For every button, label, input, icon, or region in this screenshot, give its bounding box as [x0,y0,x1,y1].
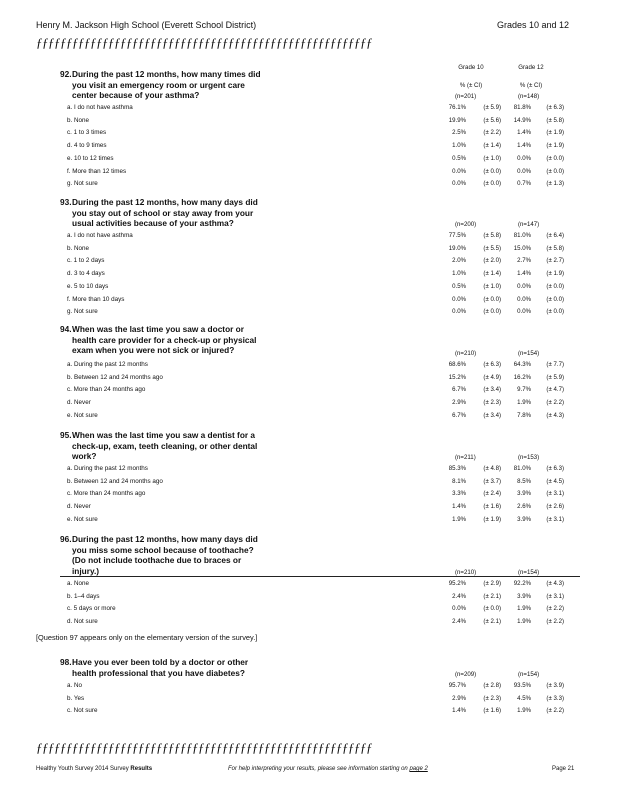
header-right: Grades 10 and 12 [497,20,570,30]
grade-10-ci: (± 4.9) [483,373,501,381]
grade-12-ci: (± 4.5) [546,477,564,485]
grade-12-ci: (± 3.1) [546,592,564,600]
grade-10-ci: (± 2.3) [483,399,501,407]
answer-option-label: f. More than 10 days [67,295,125,303]
question-text-line: injury.) [72,565,100,576]
answer-option-label: b. Yes [67,694,85,702]
grade-10-percent: 2.0% [452,257,466,265]
grade-12-percent: 0.0% [517,154,531,162]
question-number: 94. [60,324,72,334]
grade-12-percent: 8.5% [517,477,531,485]
grade-10-percent: 1.0% [452,270,466,278]
question-number: 95. [60,430,72,440]
grade-12-percent: 7.8% [517,411,531,419]
sample-size-grade-10: (n=200) [455,221,477,228]
grade-10-percent: 3.3% [452,490,466,498]
answer-option-label: c. 5 days or more [67,605,116,613]
grade-12-percent: 1.4% [517,270,531,278]
question-number: 98. [60,657,72,667]
header-left: Henry M. Jackson High School (Everett School District) [36,20,257,30]
grade-10-ci: (± 2.9) [483,580,501,587]
grade-10-ci: (± 0.0) [483,605,501,613]
grade-10-percent: 15.2% [448,373,466,381]
answer-option-label: a. I do not have asthma [67,232,133,239]
grade-12-percent: 81.0% [513,465,531,472]
grade-10-percent: 0.0% [452,605,466,613]
question-92-title [60,69,360,101]
grade-12-percent: 1.4% [517,129,531,137]
grade-12-ci: (± 2.2) [546,618,564,626]
answer-option-label: a. During the past 12 months [67,361,148,368]
grade-10-percent: 0.5% [452,154,466,162]
question-text-line: you stay out of school or stay away from your [72,207,254,218]
grade-12-percent: 92.2% [513,580,531,587]
grade-12-ci: (± 4.3) [546,411,564,419]
answer-option-label: a. No [67,682,83,689]
column-header-grade-12: Grade 12 [518,64,544,71]
grade-12-ci: (± 1.9) [546,129,564,137]
grade-10-ci: (± 2.1) [483,592,501,600]
grade-10-ci: (± 2.0) [483,257,501,265]
grade-10-percent: 8.1% [452,477,466,485]
grade-12-percent: 0.0% [517,295,531,303]
question-97-note: [Question 97 appears only on the elementary version of the survey.] [36,633,258,642]
question-text-line: When was the last time you saw a dentist for a [72,430,256,440]
column-pct-grade-10: % (± CI) [459,82,483,89]
grade-10-percent: 1.4% [452,707,466,715]
sample-size-grade-10: (n=209) [455,671,477,678]
sample-size-grade-12: (n=154) [518,671,540,678]
grade-12-percent: 93.5% [513,682,531,689]
grade-10-ci: (± 2.4) [483,490,501,498]
answer-option-label: d. Never [67,503,91,511]
grade-10-ci: (± 1.4) [483,270,501,278]
answer-option-label: d. 3 to 4 days [67,270,105,278]
grade-10-ci: (± 5.8) [483,232,501,239]
grade-12-ci: (± 2.6) [546,503,564,511]
footer-survey [36,766,152,772]
grade-10-percent: 1.9% [452,515,466,523]
grade-10-percent: 0.0% [452,308,466,316]
grade-12-ci: (± 7.7) [546,361,564,368]
separator-top: ƒƒƒƒƒƒƒƒƒƒƒƒƒƒƒƒƒƒƒƒƒƒƒƒƒƒƒƒƒƒƒƒƒƒƒƒƒƒƒƒƒƒƒƒƒƒƒƒƒƒƒƒƒƒƒƒ [36,35,372,50]
question-95-title [60,430,360,462]
question-text-line: During the past 12 months, how many times did [72,69,261,79]
grade-10-ci: (± 1.6) [483,503,501,511]
answer-option-label: b. None [67,244,90,252]
question-98-title [60,657,360,678]
sample-size-grade-12: (n=147) [518,221,540,228]
sample-size-grade-12: (n=148) [518,93,540,100]
grade-12-ci: (± 2.2) [546,707,564,715]
grade-12-ci: (± 3.9) [546,682,564,689]
answer-option-label: d. Never [67,399,91,407]
answer-option-label: c. Not sure [67,707,98,715]
sample-size-grade-10: (n=201) [455,93,477,100]
grade-12-ci: (± 6.4) [546,232,564,239]
question-text-line: Have you ever been told by a doctor or other [72,657,249,667]
question-text-line: During the past 12 months, how many days did [72,197,258,207]
grade-12-ci: (± 0.0) [546,295,564,303]
grade-10-ci: (± 0.0) [483,308,501,316]
grade-12-percent: 3.9% [517,592,531,600]
grade-12-ci: (± 2.7) [546,257,564,265]
grade-10-ci: (± 0.0) [483,167,501,175]
answer-option-label: b. 1–4 days [67,592,100,600]
sample-size-grade-12: (n=153) [518,454,540,461]
grade-12-percent: 0.7% [517,180,531,188]
grade-10-percent: 0.0% [452,180,466,188]
grade-10-percent: 2.4% [452,592,466,600]
grade-10-ci: (± 3.4) [483,386,501,394]
grade-12-percent: 0.0% [517,308,531,316]
grade-10-percent: 0.0% [452,167,466,175]
grade-10-percent: 6.7% [452,411,466,419]
grade-10-percent: 2.5% [452,129,466,137]
grade-12-percent: 14.9% [513,116,531,124]
answer-option-label: e. Not sure [67,515,98,523]
grade-10-ci: (± 5.9) [483,104,501,111]
answer-option-label: c. 1 to 3 times [67,129,107,137]
grade-12-percent: 3.9% [517,515,531,523]
sample-size-grade-10: (n=211) [455,454,476,461]
question-text-line: center because of your asthma? [72,90,200,100]
question-96-title [60,534,360,576]
grade-10-percent: 95.7% [448,682,466,689]
grade-12-percent: 2.6% [517,503,531,511]
sample-size-grade-10: (n=210) [455,350,477,357]
grade-12-percent: 9.7% [517,386,531,394]
grade-10-percent: 6.7% [452,386,466,394]
grade-12-percent: 4.5% [517,694,531,702]
grade-12-percent: 0.0% [517,167,531,175]
question-93-title [60,197,360,229]
answer-option-label: b. Between 12 and 24 months ago [67,477,163,485]
grade-12-ci: (± 6.3) [546,465,564,472]
sample-size-grade-12: (n=154) [518,350,540,357]
grade-12-percent: 1.9% [517,618,531,626]
grade-10-percent: 76.1% [448,104,466,111]
grade-12-percent: 0.0% [517,282,531,290]
grade-10-ci: (± 3.4) [483,411,501,419]
grade-12-percent: 15.0% [513,244,531,252]
question-94-title [60,324,360,356]
question-text-line: exam when you were not sick or injured? [72,345,235,355]
grade-10-percent: 68.6% [448,361,466,368]
grade-12-percent: 81.8% [513,104,531,111]
answer-option-label: e. 5 to 10 days [67,282,109,290]
footer-help [228,766,428,772]
grade-12-ci: (± 1.9) [546,270,564,278]
table-rule [60,576,580,577]
footer-help-text: For help interpreting your results, please see information starting on [228,766,408,772]
column-pct-grade-12: % (± CI) [519,82,543,89]
grade-12-ci: (± 6.3) [546,104,564,111]
grade-12-percent: 81.0% [513,232,531,239]
grade-12-ci: (± 5.9) [546,373,564,381]
grade-10-ci: (± 1.6) [483,707,501,715]
answer-option-label: d. Not sure [67,618,98,626]
grade-12-ci: (± 4.3) [546,580,564,587]
answer-option-label: b. Between 12 and 24 months ago [67,373,163,381]
grade-10-ci: (± 0.0) [483,295,501,303]
grade-12-percent: 64.3% [513,361,531,368]
grade-12-ci: (± 2.2) [546,399,564,407]
grade-10-ci: (± 1.9) [483,515,501,523]
question-text-line: health care provider for a check-up or physical [72,334,257,345]
column-header-grade-10: Grade 10 [458,64,484,71]
grade-10-percent: 1.4% [452,503,466,511]
grade-12-ci: (± 5.8) [546,244,564,252]
grade-12-ci: (± 3.3) [546,694,564,702]
grade-10-ci: (± 2.2) [483,129,501,137]
question-text-line: health professional that you have diabetes? [72,667,245,678]
grade-10-ci: (± 6.3) [483,361,501,368]
answer-option-label: e. Not sure [67,411,98,419]
grade-12-percent: 1.9% [517,707,531,715]
answer-option-label: g. Not sure [67,308,98,316]
answer-option-label: c. More than 24 months ago [67,386,146,394]
grade-10-ci: (± 2.1) [483,618,501,626]
answer-option-label: g. Not sure [67,180,98,188]
grade-12-percent: 3.9% [517,490,531,498]
answer-option-label: f. More than 12 times [67,167,127,175]
grade-10-percent: 1.0% [452,142,466,150]
question-text-line: usual activities because of your asthma? [72,218,234,228]
question-number: 92. [60,69,72,79]
separator-bottom: ƒƒƒƒƒƒƒƒƒƒƒƒƒƒƒƒƒƒƒƒƒƒƒƒƒƒƒƒƒƒƒƒƒƒƒƒƒƒƒƒƒƒƒƒƒƒƒƒƒƒƒƒƒƒƒƒ [36,740,372,755]
grade-10-percent: 2.9% [452,694,466,702]
grade-10-ci: (± 2.3) [483,694,501,702]
question-text-line: check-up, exam, teeth cleaning, or other dental [72,440,258,451]
grade-10-percent: 19.9% [448,116,466,124]
sample-size-grade-10: (n=210) [455,569,477,576]
question-number: 93. [60,197,72,207]
grade-12-ci: (± 0.0) [546,282,564,290]
grade-10-percent: 95.2% [448,580,466,587]
grade-12-percent: 1.9% [517,605,531,613]
footer-page-link[interactable]: page 2 [409,766,428,772]
grade-10-ci: (± 5.5) [483,244,501,252]
grade-12-percent: 2.7% [517,257,531,265]
grade-10-percent: 2.4% [452,618,466,626]
grade-12-percent: 1.4% [517,142,531,150]
grade-12-ci: (± 4.7) [546,386,564,394]
question-text-line: (Do not include toothache due to braces or [72,555,242,565]
grade-10-ci: (± 1.0) [483,154,501,162]
answer-option-label: e. 10 to 12 times [67,154,114,162]
answer-option-label: a. I do not have asthma [67,104,133,111]
sample-size-grade-12: (n=154) [518,569,540,576]
grade-10-percent: 77.5% [448,232,466,239]
footer-results: Results [130,766,153,772]
grade-12-ci: (± 1.3) [546,180,564,188]
answer-option-label: a. During the past 12 months [67,465,148,472]
grade-12-ci: (± 0.0) [546,154,564,162]
footer-survey-name: Healthy Youth Survey 2014 Survey [36,766,129,772]
question-text-line: you miss some school because of toothache? [72,544,254,555]
grade-10-ci: (± 5.6) [483,116,501,124]
question-number: 96. [60,534,72,544]
grade-12-percent: 16.2% [513,373,531,381]
grade-12-ci: (± 0.0) [546,167,564,175]
grade-10-percent: 85.3% [448,465,466,472]
grade-10-ci: (± 3.7) [483,477,501,485]
grade-12-percent: 1.9% [517,399,531,407]
grade-12-ci: (± 5.8) [546,116,564,124]
grade-10-percent: 0.0% [452,295,466,303]
answer-option-label: c. More than 24 months ago [67,490,146,498]
grade-10-ci: (± 0.0) [483,180,501,188]
grade-12-ci: (± 0.0) [546,308,564,316]
grade-10-percent: 2.9% [452,399,466,407]
answer-option-label: a. None [67,580,90,587]
grade-12-ci: (± 3.1) [546,515,564,523]
question-text-line: During the past 12 months, how many days did [72,534,258,544]
grade-10-ci: (± 2.8) [483,682,501,689]
grade-10-ci: (± 1.4) [483,142,501,150]
question-text-line: When was the last time you saw a doctor or [72,324,244,334]
grade-12-ci: (± 1.9) [546,142,564,150]
grade-10-percent: 0.5% [452,282,466,290]
grade-10-ci: (± 1.0) [483,282,501,290]
grade-10-ci: (± 4.8) [483,465,501,472]
grade-10-percent: 19.0% [448,244,466,252]
grade-12-ci: (± 2.2) [546,605,564,613]
question-text-line: work? [72,451,97,461]
answer-option-label: d. 4 to 9 times [67,142,107,150]
grade-12-ci: (± 3.1) [546,490,564,498]
footer-page-number: Page 21 [552,766,575,772]
answer-option-label: c. 1 to 2 days [67,257,105,265]
answer-option-label: b. None [67,116,90,124]
question-text-line: you visit an emergency room or urgent care [72,79,245,90]
